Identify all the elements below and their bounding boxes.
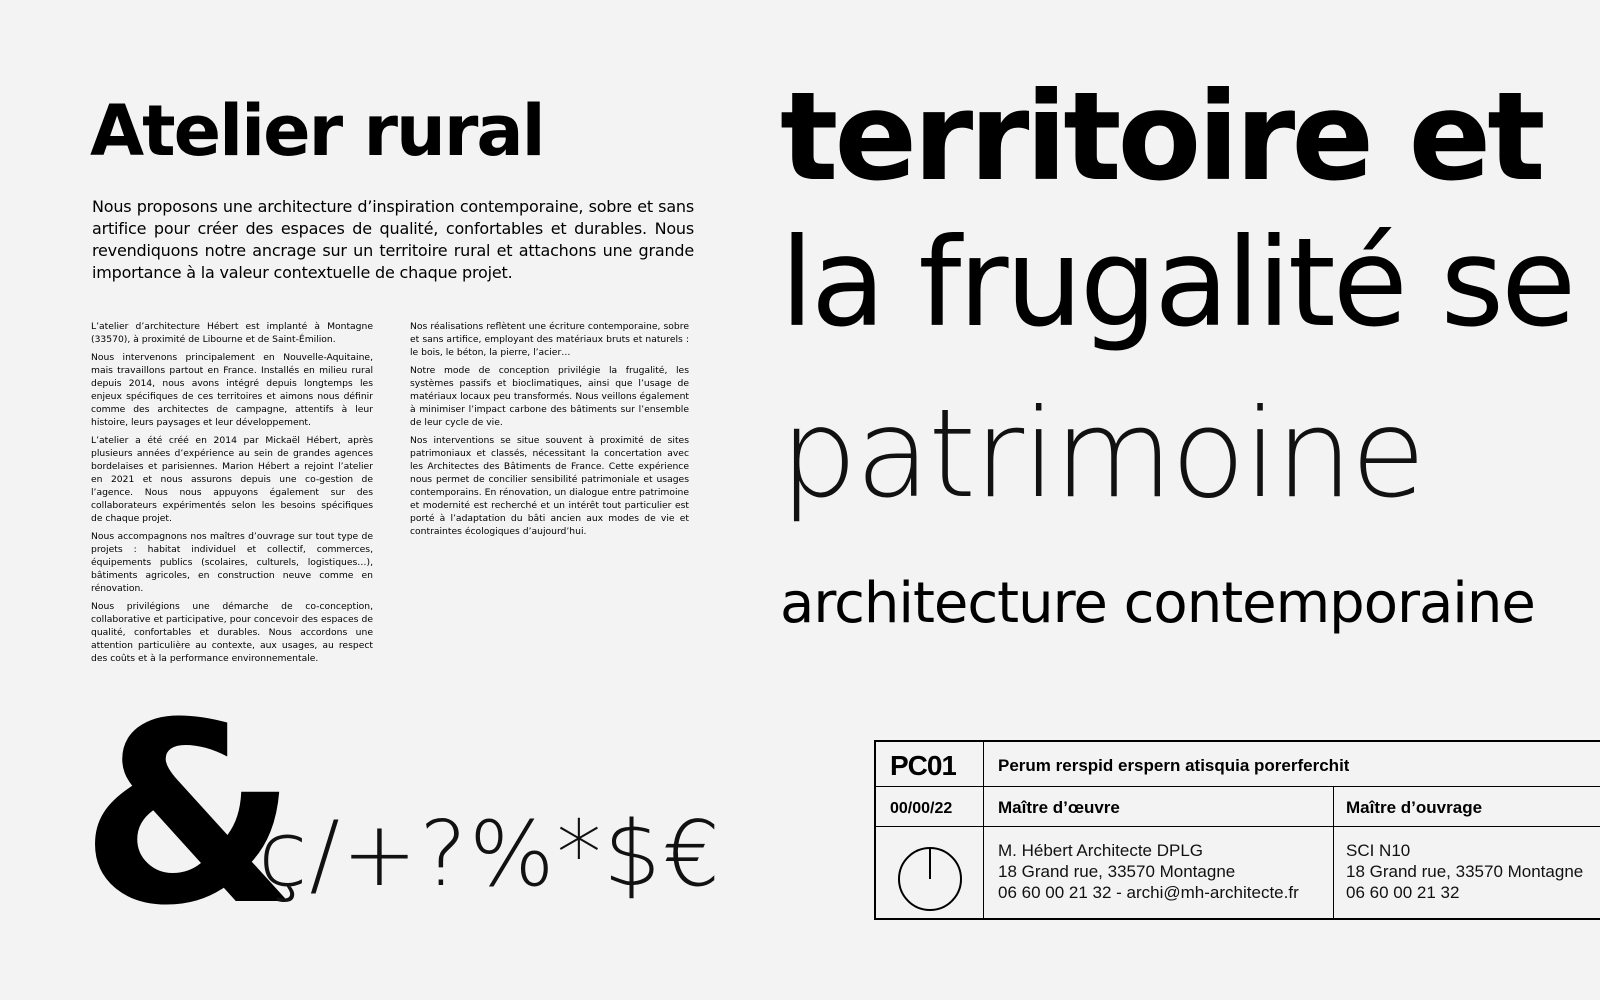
address-line: 06 60 00 21 32 - archi@mh-architecte.fr — [998, 883, 1299, 902]
divider — [876, 826, 1600, 827]
column-paragraph: Nous intervenons principalement en Nouvelle-Aquitaine, mais travaillons partout en France. Installés en milieu rural depuis 2014, nous avons intégré depuis longtemps les enjeux spécifiques de ces territoires et aimons nous définir comme des architectes de campagne, attentifs à leur histoire, leurs paysages et leur développement. — [91, 352, 373, 428]
glyph-set: ç/+?%*$€ — [258, 802, 723, 907]
column-paragraph: Nos interventions se situe souvent à proximité de sites patrimoniaux et classés, nécessitant la concertation avec les Architectes des Bâtiments de France. Cette expérience nous permet de concilier sensibilité patrimoniale et usages contemporains. En rénovation, un dialogue entre patrimoine et modernité est recherché et un intérêt tout particulier est porté à l’adaptation du bâti ancien aux modes de vie et contraintes écologiques d’aujourd’hui. — [410, 435, 689, 537]
column-paragraph: L’atelier a été créé en 2014 par Mickaël Hébert, après plusieurs années d’expérience au sein de grandes agences bordelaises et parisiennes. Marion Hébert a rejoint l’atelier en 2021 et nous assurons depuis une co-gestion de l’agence. Nous nous appuyons également sur des collaborateurs expérimentés selon les besoins spécifiques de chaque projet. — [91, 435, 373, 524]
address-line: 18 Grand rue, 33570 Montagne — [998, 862, 1236, 881]
column-paragraph: Notre mode de conception privilégie la frugalité, les systèmes passifs et bioclimatiques, ainsi que l’usage de matériaux locaux peu transformés. Nous veillons également à minimiser l’impact carbone des bâtiments sur l’ensemble de leur cycle de vie. — [410, 365, 689, 428]
address-line: SCI N10 — [1346, 841, 1411, 860]
address-line: 06 60 00 21 32 — [1346, 883, 1460, 902]
column-paragraph: Nous privilégions une démarche de co-conception, collaborative et participative, pour concevoir des espaces de qualité, confortables et durables. Nous accordons une attention particulière au contexte, aux usages, au respect des coûts et à la performance environnementale. — [91, 601, 373, 664]
maitre-oeuvre-label: Maître d’œuvre — [998, 798, 1120, 817]
specimen-line-bold: territoire et — [780, 66, 1542, 208]
column-paragraph: Nos réalisations reflètent une écriture contemporaine, sobre et sans artifice, employant des matériaux bruts et naturels : le bois, le béton, la pierre, l’acier… — [410, 321, 689, 358]
divider — [876, 786, 1600, 787]
text-column-left — [91, 320, 373, 670]
column-paragraph: L’atelier d’architecture Hébert est implanté à Montagne (33570), à proximité de Libourne et de Saint-Émilion. — [91, 321, 373, 345]
intro-paragraph: Nous proposons une architecture d’inspiration contemporaine, sobre et sans artifice pour créer des espaces de qualité, confortables et durables. Nous revendiquons notre ancrage sur un territoire rural et attachons une grande importance à la valeur contextuelle de chaque projet. — [92, 197, 694, 282]
maitre-ouvrage-label: Maître d’ouvrage — [1346, 798, 1483, 817]
title-block — [874, 740, 1600, 920]
maitre-ouvrage-address — [1346, 840, 1583, 903]
maitre-oeuvre-address — [998, 840, 1299, 903]
specimen-line-small: architecture contemporaine — [780, 571, 1535, 636]
specimen-line-light: patrimoine — [780, 383, 1424, 525]
column-paragraph: Nous accompagnons nos maîtres d’ouvrage sur tout type de projets : habitat individuel et collectif, commerces, équipements publics (scolaires, culturels, logistiques…), bâtiments agricoles, en construction neuve comme en rénovation. — [91, 531, 373, 594]
text-column-right — [410, 320, 689, 543]
divider — [1333, 786, 1334, 918]
divider — [983, 742, 984, 918]
address-line: M. Hébert Architecte DPLG — [998, 841, 1204, 860]
sheet-date: 00/00/22 — [890, 800, 953, 817]
atelier-title: Atelier rural — [90, 90, 544, 172]
clock-icon — [896, 845, 964, 918]
ampersand-glyph: & — [80, 669, 293, 960]
sheet-code: PC01 — [890, 750, 957, 781]
specimen-line-regular: la frugalité se — [780, 212, 1574, 354]
project-title: Perum rerspid erspern atisquia porerferchit — [998, 756, 1350, 775]
address-line: 18 Grand rue, 33570 Montagne — [1346, 862, 1584, 881]
